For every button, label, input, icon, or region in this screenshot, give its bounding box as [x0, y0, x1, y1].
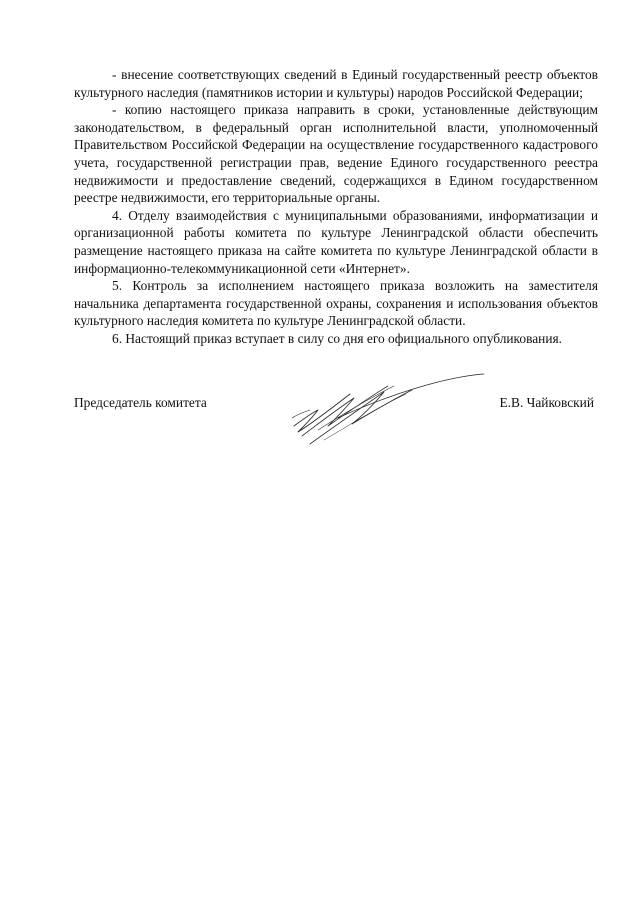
- signature-block: [74, 394, 598, 464]
- paragraph-item-4-publication: 4. Отделу взаимодействия с муниципальными образованиями, информатизации и организационной работы комитета по культуре Ленинградской области обеспечить размещение настоящего приказа на сайте комитета по культуре Ленинградской области в информационно-телекоммуникационной сети «Интернет».: [74, 207, 598, 276]
- paragraph-registry-entry: - внесение соответствующих сведений в Единый государственный реестр объектов культурного наследия (памятников истории и культуры) народов Российской Федерации;: [74, 67, 598, 100]
- paragraph-item-6-effect: 6. Настоящий приказ вступает в силу со дня его официального опубликования.: [112, 330, 562, 346]
- paragraph-item-5-control: 5. Контроль за исполнением настоящего приказа возложить на заместителя начальника департамента государственной охраны, сохранения и использования объектов культурного наследия комитета по культуре Ленинградской области.: [74, 278, 598, 329]
- signatory-name: Е.В. Чайковский: [499, 395, 594, 410]
- signatory-position: Председатель комитета: [74, 395, 207, 410]
- handwritten-signature: [288, 370, 488, 450]
- document-body: [74, 66, 598, 348]
- paragraph-copy-delivery: - копию настоящего приказа направить в сроки, установленные действующим законодательством, в федеральный орган исполнительной власти, уполномоченный Правительством Российской Федерации на осуществление государственного кадастрового учета, государственной регистрации прав, ведение Единого государственного реестра недвижимости и предоставление сведений, содержащихся в Едином государственном реестре недвижимости, его территориальные органы.: [74, 102, 598, 206]
